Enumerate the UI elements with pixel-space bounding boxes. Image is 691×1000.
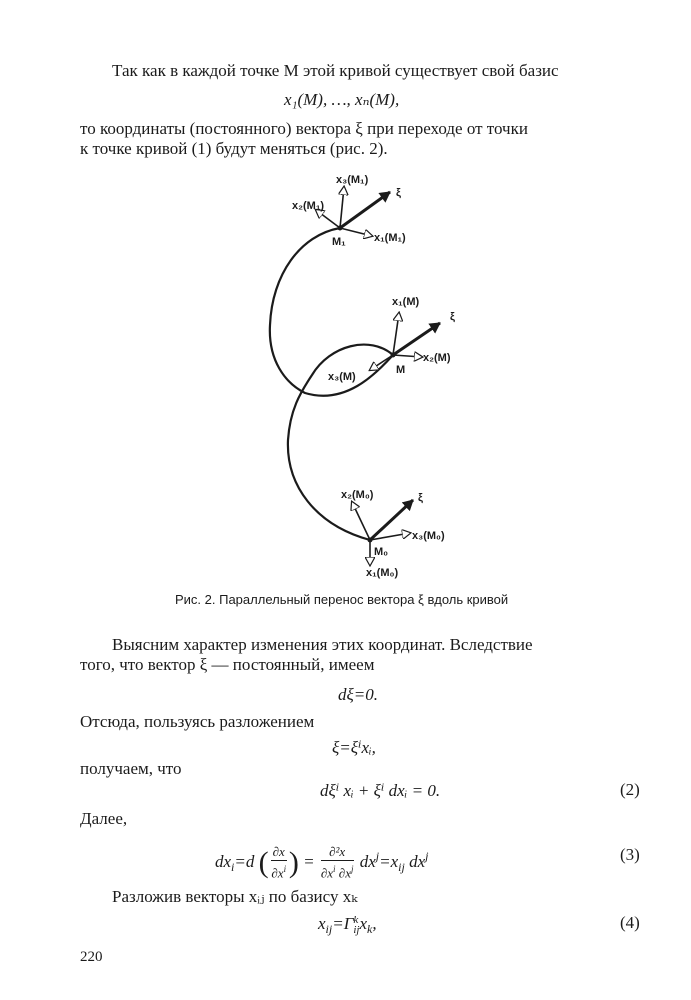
text-line: получаем, что <box>80 759 182 778</box>
label-x1-M: x₁(M) <box>392 296 420 308</box>
text-line: Разложив векторы xᵢⱼ по базису xₖ <box>112 887 358 906</box>
label-xi-top: ξ <box>396 187 401 199</box>
text-line: то координаты (постоянного) вектора ξ при переходе от точки <box>80 119 528 138</box>
equation-number: (3) <box>620 845 640 864</box>
equation-basis: x₁(M), …, xₙ(M), <box>284 90 400 109</box>
label-M: M <box>396 364 406 376</box>
label-x2-M: x₂(M) <box>423 352 451 364</box>
figure-parallel-transport <box>0 165 691 585</box>
label-xi-bottom: ξ <box>418 492 423 504</box>
label-M0: M₀ <box>374 546 389 558</box>
label-M1: M₁ <box>332 236 346 248</box>
label-x3-M1: x₃(M₁) <box>336 174 369 186</box>
label-x3-M0: x₃(M₀) <box>412 530 445 542</box>
label-x1-M0: x₁(M₀) <box>366 567 399 579</box>
text-line: Так как в каждой точке M этой кривой существует свой базис <box>112 61 559 80</box>
equation-number: (2) <box>620 780 640 799</box>
equation-2: dξⁱ xᵢ + ξⁱ dxᵢ = 0. <box>320 781 441 800</box>
equation-4: $x_{ij}=\Gamma$ k ij $x_k$, <box>318 914 377 937</box>
text-line: Выясним характер изменения этих координат. Вследствие <box>112 635 533 654</box>
text-line: к точке кривой (1) будут меняться (рис. 2). <box>80 139 388 158</box>
equation-dxi: dξ=0. <box>338 685 379 704</box>
label-x3-M: x₃(M) <box>328 371 356 383</box>
equation-number: (4) <box>620 913 640 932</box>
text-line: того, что вектор ξ — постоянный, имеем <box>80 655 375 674</box>
equation-3: $dx_i=d$ ( $\frac{\partial x}{\partial x^i}$ ) = $\frac{\text{∂²x}}{\partial x^i \partial x^j}$ $dx^j=x_{ij}$ $dx^j$ <box>215 844 429 881</box>
label-x2-M1: x₂(M₁) <box>292 200 325 212</box>
text-line: Далее, <box>80 809 128 828</box>
label-x1-M1: x₁(M₁) <box>374 232 406 244</box>
figure-caption: Рис. 2. Параллельный перенос вектора ξ вдоль кривой <box>175 592 509 607</box>
text-line: Отсюда, пользуясь разложением <box>80 712 315 731</box>
curve <box>270 228 393 540</box>
page-number: 220 <box>80 949 103 965</box>
label-x2-M0: x₂(M₀) <box>341 489 374 501</box>
label-xi-mid: ξ <box>450 311 455 323</box>
equation-xi-expansion: ξ=ξⁱxᵢ, <box>332 738 376 757</box>
basis-M1 <box>316 187 390 236</box>
